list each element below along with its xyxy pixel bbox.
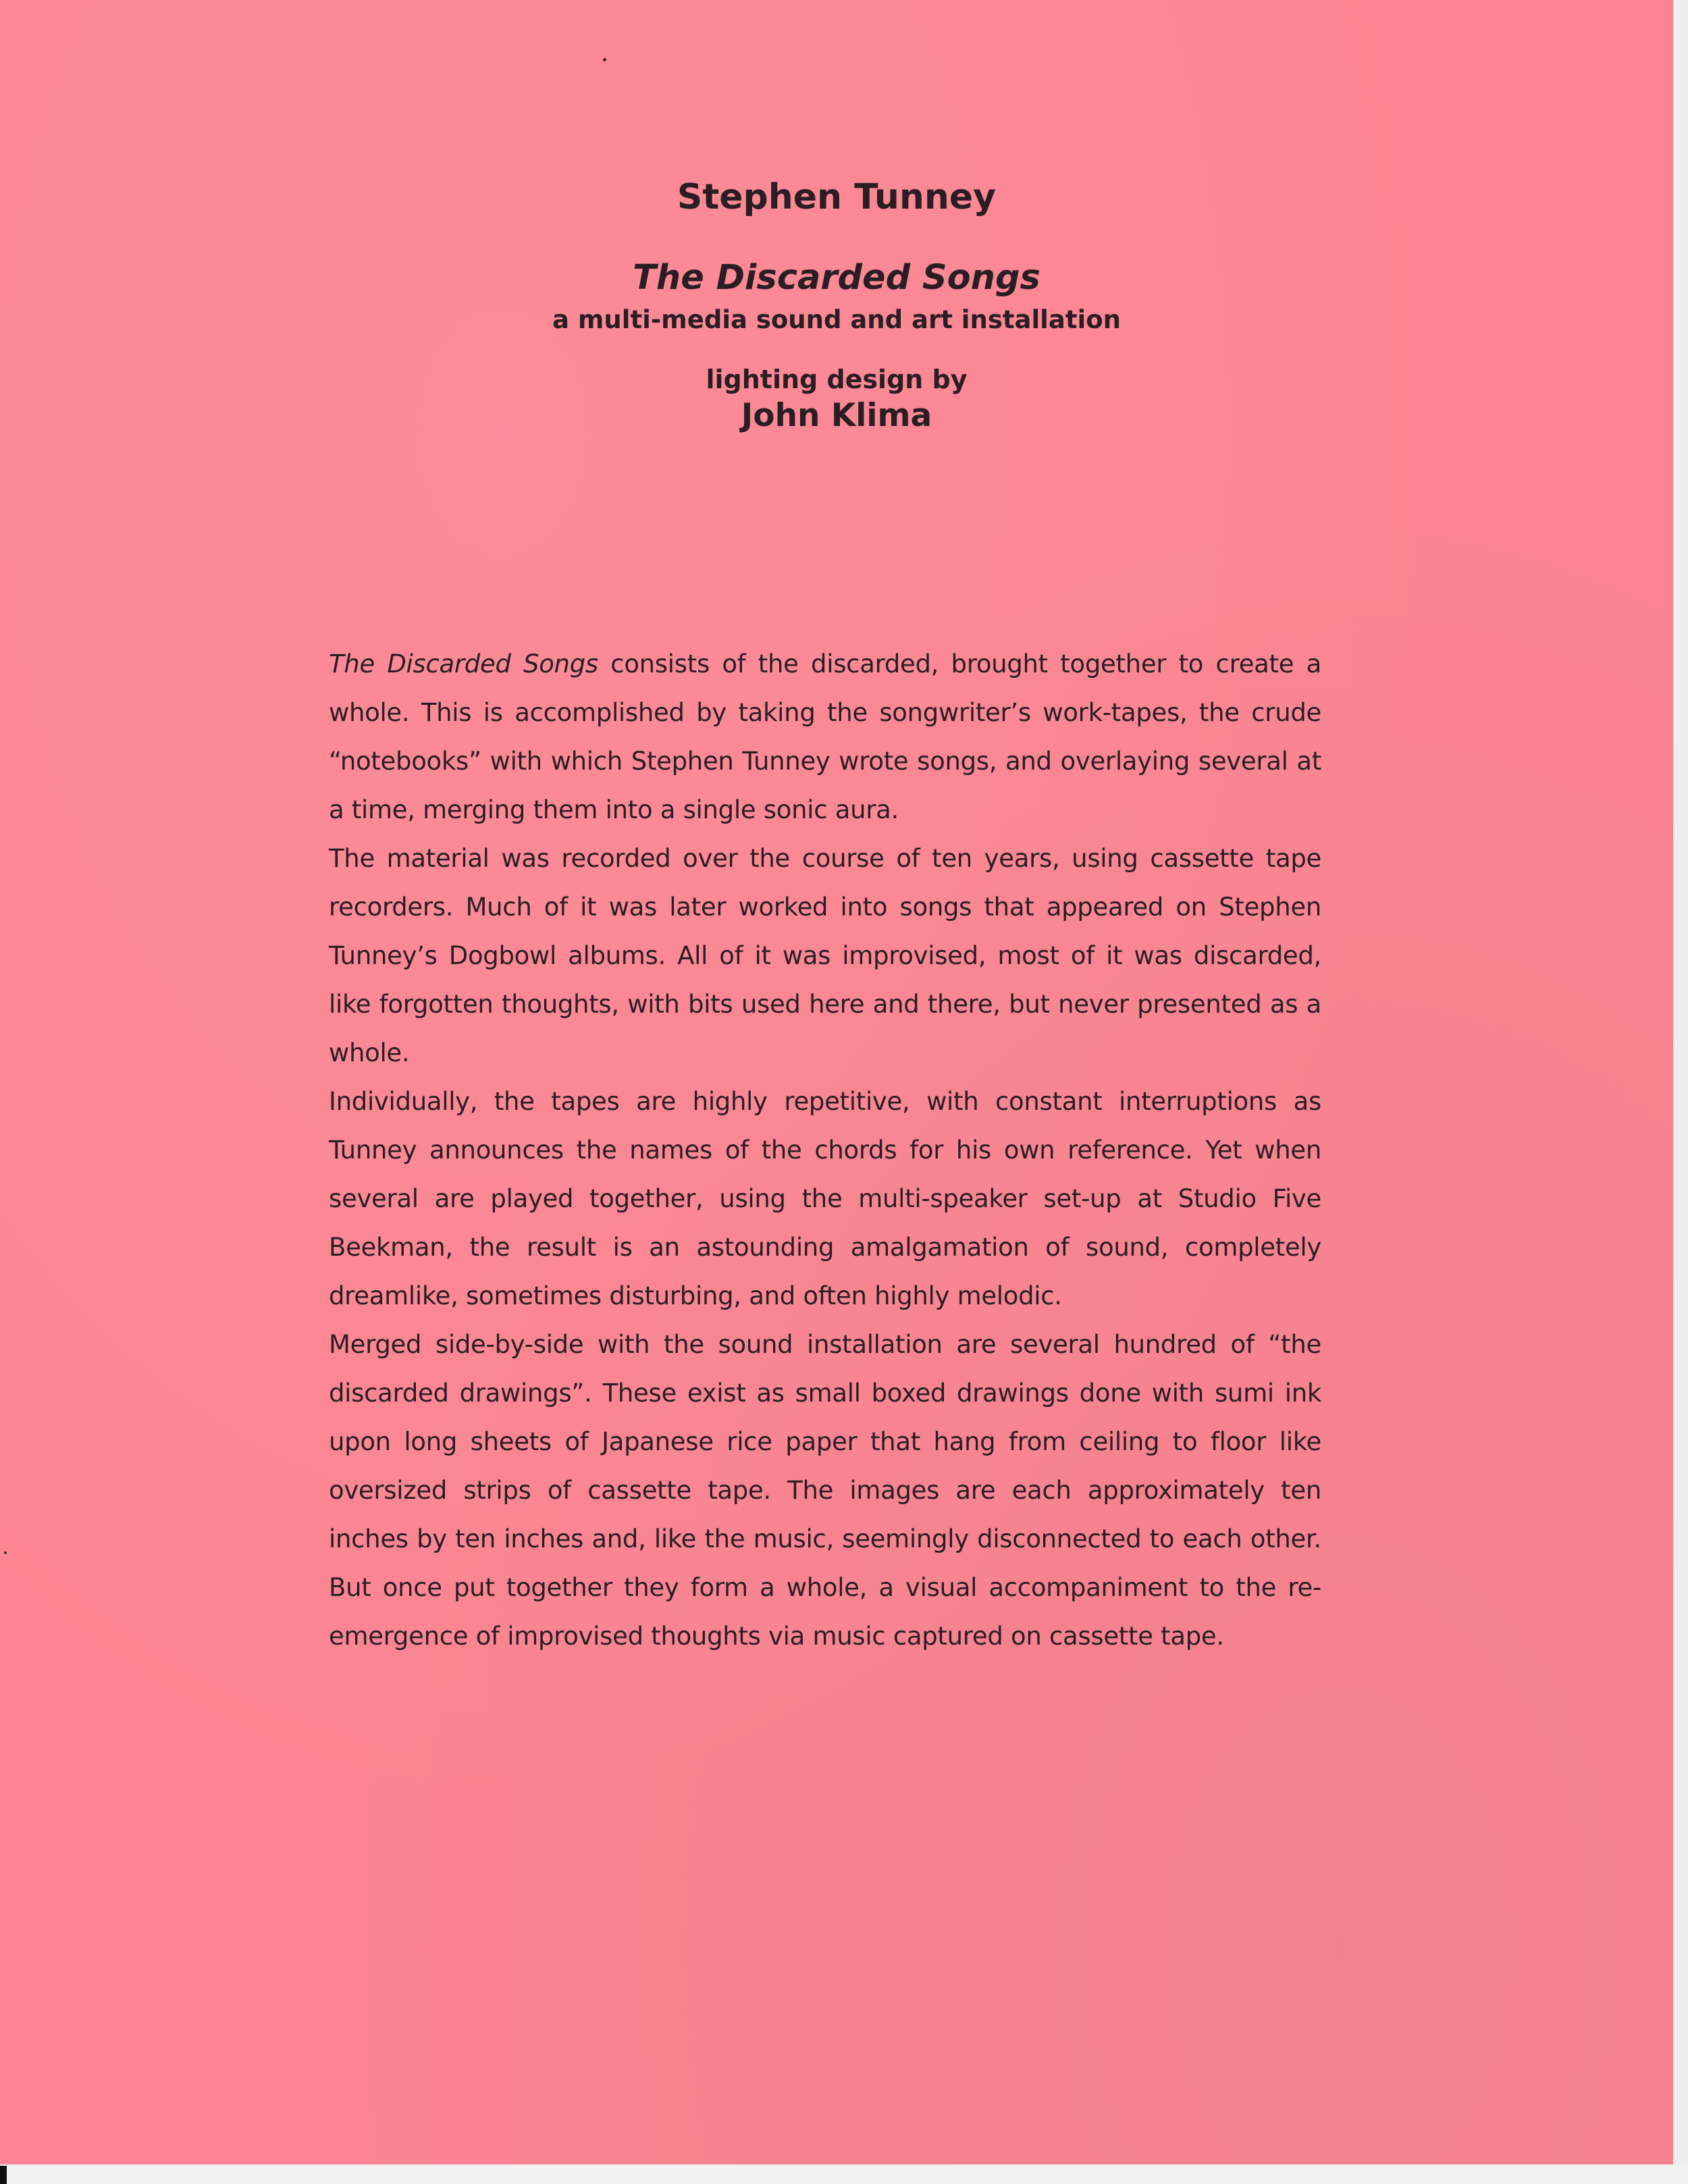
paragraph-1: [329, 640, 1321, 834]
inline-title: The Discarded Songs: [329, 649, 598, 678]
work-title: The Discarded Songs: [633, 258, 1040, 298]
description-body: [329, 640, 1321, 1661]
paragraph-3: Individually, the tapes are highly repetitive, with constant interruptions as Tunney announces the names of the chords for his own reference. Yet when several are played together, using the multi-speaker set-up at Studio Five Beekman, the result is an astounding amalgamation of sound, completely dreamlike, sometimes disturbing, and often highly melodic.: [329, 1087, 1321, 1310]
paragraph-2: The material was recorded over the course of ten years, using cassette tape recorders. Much of it was later worked into songs that appeared on Stephen Tunney’s Dogbowl albums. All of it was improvised, most of it was discarded, like forgotten thoughts, with bits used here and there, but never presented as a whole.: [329, 844, 1321, 1067]
paragraph-4: Merged side-by-side with the sound installation are several hundred of “the discarded drawings”. These exist as small boxed drawings done with sumi ink upon long sheets of Japanese rice paper that hang from ceiling to floor like oversized strips of cassette tape. The images are each approximately ten inches by ten inches and, like the music, seemingly disconnected to each other. But once put together they form a whole, a visual accompaniment to the re-emergence of improvised thoughts via music captured on cassette tape.: [329, 1330, 1321, 1651]
dust-speck: [4, 1551, 7, 1554]
lighting-credit-label: lighting design by: [706, 365, 968, 394]
scan-edge-mark: [0, 2166, 7, 2184]
scan-edge-right: [1673, 0, 1688, 2184]
paragraph-1-text: consists of the discarded, brought together to create a whole. This is accomplished by taking the songwriter’s work-tapes, the crude “notebooks” with which Stephen Tunney wrote songs, and overlaying several at a time, merging them into a single sonic aura.: [329, 649, 1321, 824]
dust-speck: [603, 58, 606, 61]
scan-edge-bottom: [0, 2164, 1688, 2184]
lighting-designer-name: John Klima: [741, 397, 932, 434]
author-name: Stephen Tunney: [677, 177, 997, 217]
work-subtitle: a multi-media sound and art installation: [552, 305, 1121, 334]
